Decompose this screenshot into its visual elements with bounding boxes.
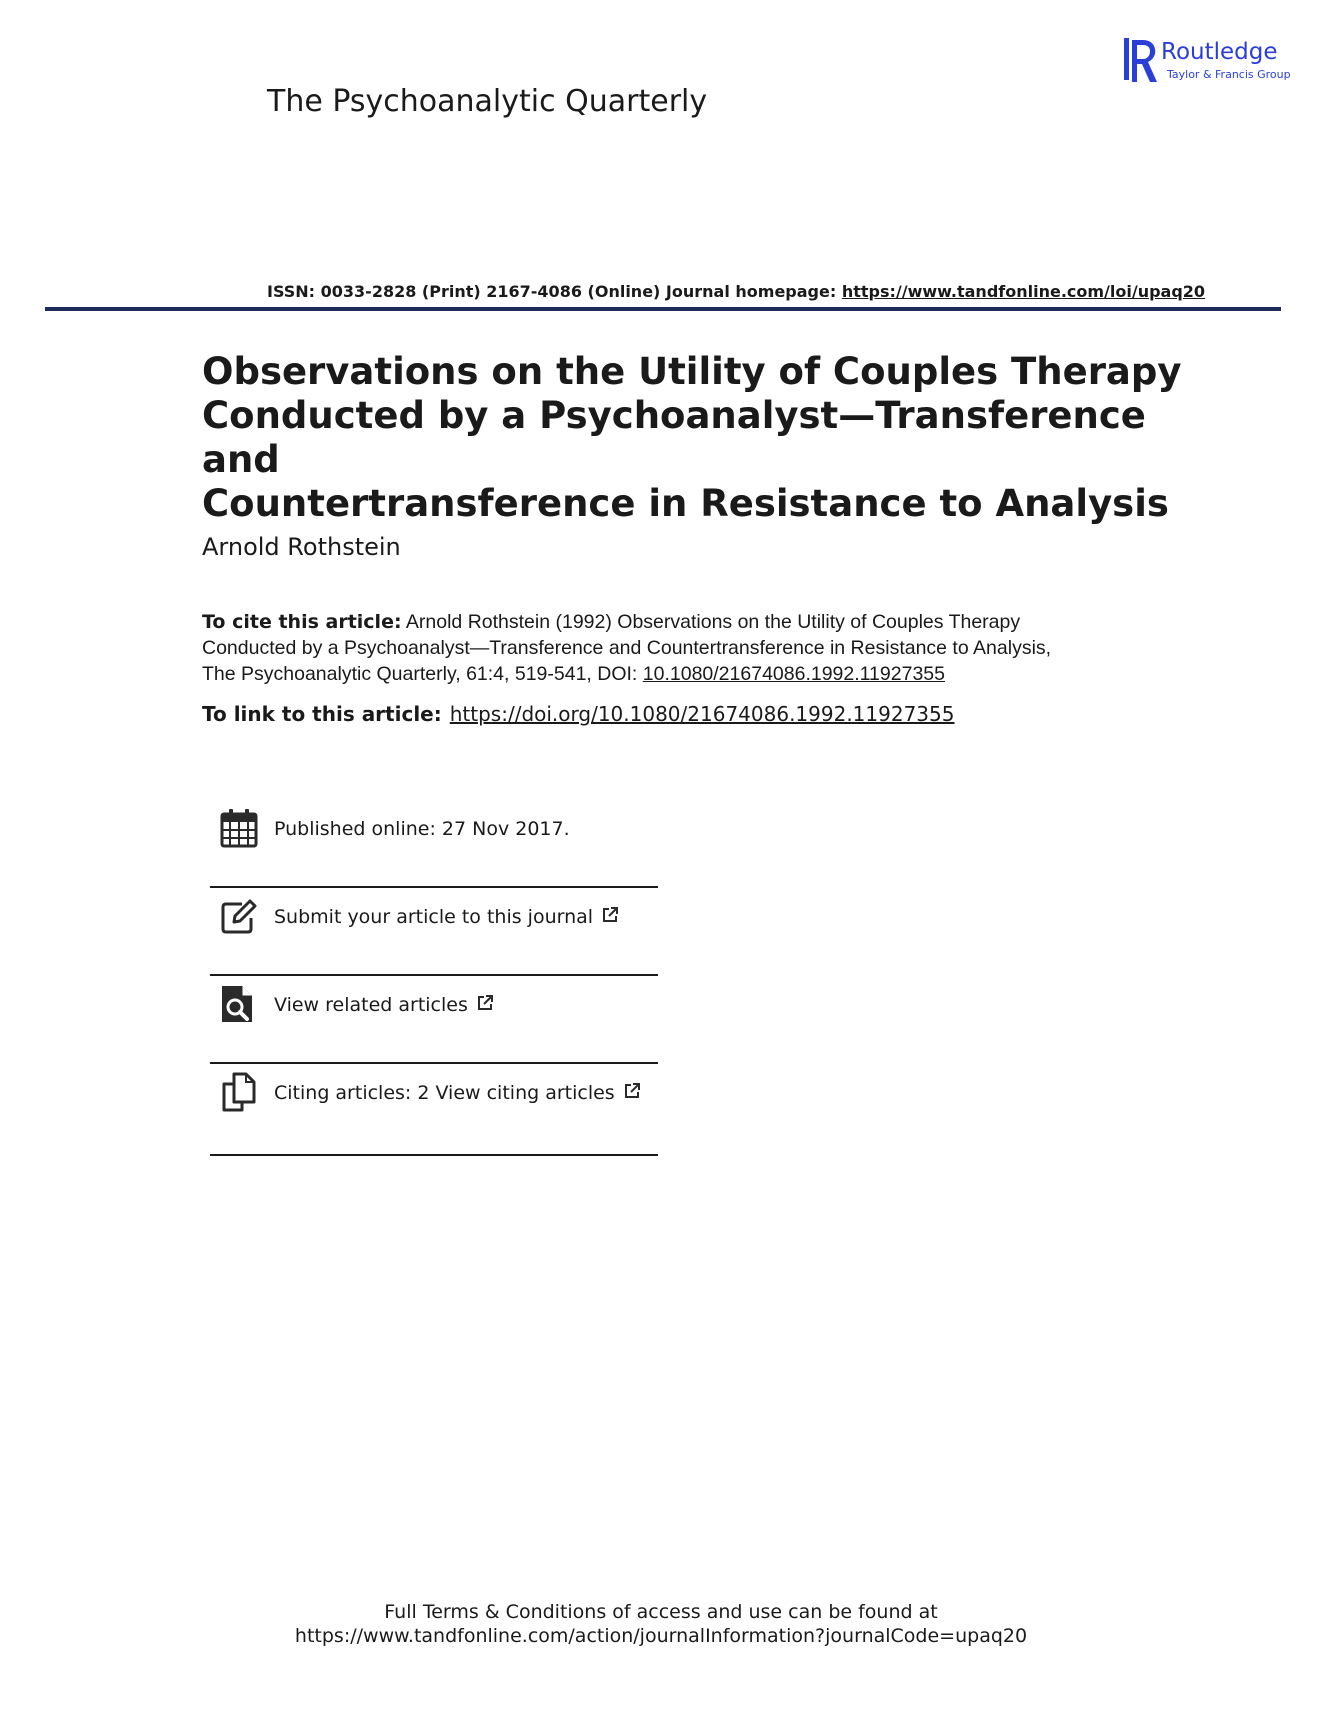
calendar-icon [220, 808, 258, 848]
submit-article-link[interactable] [274, 906, 619, 928]
external-link-icon [601, 906, 619, 924]
submit-article-item[interactable] [210, 888, 658, 976]
link-label: To link to this article: [202, 702, 442, 726]
copy-documents-icon [220, 1072, 258, 1112]
edit-icon [220, 896, 258, 936]
cite-text: Conducted by a Psychoanalyst—Transference and Countertransference in Resistance to Analysis, [202, 637, 1052, 659]
published-online-item [210, 800, 658, 888]
citing-articles-item[interactable] [210, 1064, 658, 1152]
citation-block [202, 609, 1162, 687]
header-rule [45, 307, 1281, 311]
cite-text: The Psychoanalytic Quarterly, 61:4, 519-541, DOI: [202, 663, 643, 685]
related-articles-link[interactable] [274, 994, 494, 1016]
document-search-icon [220, 984, 258, 1024]
footer-url[interactable]: https://www.tandfonline.com/action/journalInformation?journalCode=upaq20 [294, 1625, 1028, 1647]
footer-line: Full Terms & Conditions of access and use can be found at [384, 1601, 938, 1623]
publisher-subtitle: Taylor & Francis Group [1167, 68, 1291, 81]
related-articles-text: View related articles [274, 994, 468, 1016]
cite-text: Arnold Rothstein (1992) Observations on the Utility of Couples Therapy [401, 611, 1021, 633]
article-doi-link[interactable]: https://doi.org/10.1080/21674086.1992.11927355 [449, 702, 955, 726]
journal-title: The Psychoanalytic Quarterly [267, 84, 708, 119]
citing-articles-link[interactable] [274, 1082, 641, 1104]
cite-doi-link[interactable]: 10.1080/21674086.1992.11927355 [642, 663, 945, 685]
article-title-line: Observations on the Utility of Couples Therapy [202, 350, 1182, 393]
publisher-logo[interactable] [1124, 38, 1291, 84]
issn-text: ISSN: 0033-2828 (Print) 2167-4086 (Online) Journal homepage: [267, 282, 842, 301]
article-title [202, 350, 1182, 526]
article-link-line [202, 702, 954, 726]
external-link-icon [623, 1082, 641, 1100]
publisher-name: Routledge [1161, 39, 1278, 65]
article-author: Arnold Rothstein [202, 533, 401, 561]
submit-article-text: Submit your article to this journal [274, 906, 594, 928]
journal-homepage-link[interactable]: https://www.tandfonline.com/loi/upaq20 [841, 282, 1206, 301]
article-info-list [210, 800, 658, 1152]
related-articles-item[interactable] [210, 976, 658, 1064]
external-link-icon [476, 994, 494, 1012]
citing-articles-text: Citing articles: 2 View citing articles [274, 1082, 615, 1104]
terms-footer [0, 1600, 1322, 1648]
published-online-text: Published online: 27 Nov 2017. [274, 818, 570, 840]
cite-label: To cite this article: [202, 611, 402, 633]
article-title-line: Countertransference in Resistance to Analysis [202, 482, 1169, 525]
divider [210, 1154, 658, 1156]
article-title-line: Conducted by a Psychoanalyst—Transference and [202, 394, 1146, 481]
issn-line [267, 282, 1205, 301]
routledge-logo-icon [1124, 38, 1160, 84]
